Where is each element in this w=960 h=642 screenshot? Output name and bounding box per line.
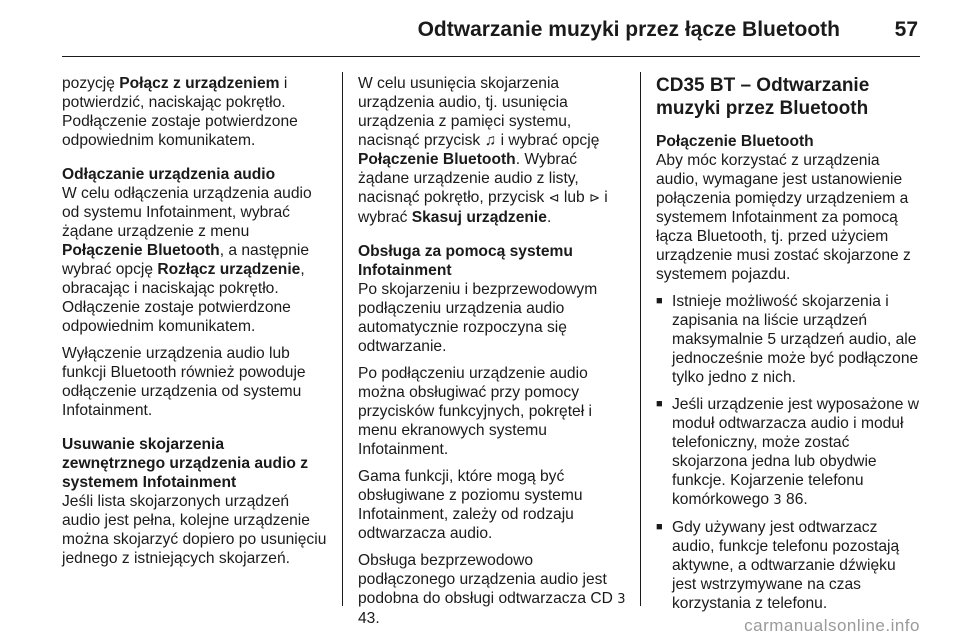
page-title: Odtwarzanie muzyki przez łącze Bluetooth — [417, 18, 840, 41]
header-divider — [62, 56, 920, 57]
paragraph — [62, 74, 330, 150]
music-note-icon: ♫ — [484, 132, 497, 149]
text: i potwierdzić, naciskając pokrętło. Podłączenie zostaje potwierdzone odpowiednim komunikatem. — [62, 75, 298, 149]
paragraph — [358, 74, 630, 227]
paragraph: Po skojarzeniu i bezprzewodowym podłączeniu urządzenia audio automatycznie rozpoczyna się odtwarzanie. — [358, 281, 598, 355]
section-heading: Usuwanie skojarzenia zewnętrznego urządzenia audio z systemem Infotainment — [62, 436, 309, 491]
menu-option: Rozłącz urządzenie — [157, 261, 301, 278]
list-item: ■ Gdy używany jest odtwarzacz audio, funkcje telefonu pozostają aktywne, a odtwarzanie dźwięku jest wstrzymywane na czas korzystania z telefonu. — [656, 518, 924, 613]
text: i wybrać — [358, 189, 608, 226]
text: i wybrać opcję — [496, 132, 600, 149]
text: , a następnie wybrać opcję — [62, 242, 310, 278]
section-heading: Połączenie Bluetooth — [656, 133, 814, 150]
text: pozycję — [62, 75, 120, 92]
column-divider-1 — [342, 72, 343, 606]
list-item — [656, 395, 924, 510]
page-number: 57 — [894, 18, 918, 41]
text: . Wybrać żądane urządzenie audio z listy, nacisnąć pokrętło, przycisk — [358, 151, 579, 206]
menu-option: Połączenie Bluetooth — [358, 151, 516, 168]
paragraph: Gama funkcji, które mogą być obsługiwane z poziomu systemu Infotainment, zależy od rodzaju odtwarzacza audio. — [358, 468, 583, 542]
bullet-list — [656, 292, 924, 613]
paragraph: Aby móc korzystać z urządzenia audio, wymagane jest ustanowienie połączenia pomiędzy urządzeniem a systemem Infotainment za pomocą łącza Bluetooth, tj. przed użyciem urządzenie musi zostać skojarzone z systemem pojazdu. — [656, 152, 911, 283]
page-reference-icon: 3 — [617, 592, 626, 607]
text: W celu usunięcia skojarzenia urządzenia audio, tj. usunięcia urządzenia z pamięci systemu, nacisnąć przycisk — [358, 75, 572, 149]
arrow-right-icon: ⊳ — [589, 191, 600, 206]
chapter-heading: CD35 BT – Odtwarzanie muzyki przez Bluetooth — [656, 75, 870, 119]
list-item: ■ Istnieje możliwość skojarzenia i zapisania na liście urządzeń maksymalnie 5 urządzeń audio, ale jednocześnie może być podłączone tylko jedno z nich. — [656, 292, 924, 387]
column-2 — [358, 74, 630, 636]
paragraph: Jeśli lista skojarzonych urządzeń audio jest pełna, kolejne urządzenie można skojarzyć dopiero po usunięciu jednego z istniejących skojarzeń. — [62, 493, 327, 567]
watermark: carmanualsonline.info — [744, 616, 920, 635]
arrow-left-icon: ⊲ — [548, 191, 560, 206]
paragraph — [358, 551, 630, 628]
column-1 — [62, 74, 330, 576]
section-heading: Obsługa za pomocą systemu Infotainment — [358, 243, 573, 279]
menu-option: Połącz z urządzeniem — [119, 75, 280, 92]
text: , obracając i naciskając pokrętło. Odłączenie zostaje potwierdzone odpowiednim komunikatem. — [62, 261, 305, 335]
page-reference-icon: 3 — [773, 493, 782, 508]
menu-option: Połączenie Bluetooth — [62, 242, 220, 259]
text: W celu odłączenia urządzenia audio od systemu Infotainment, wybrać żądane urządzenie z menu — [62, 185, 312, 240]
text: 86. — [781, 491, 808, 508]
text: . — [546, 209, 552, 226]
text: 43. — [358, 610, 380, 627]
page-header — [0, 0, 960, 54]
column-divider-2 — [640, 72, 641, 606]
column-3 — [656, 74, 924, 621]
text: lub — [559, 189, 590, 206]
paragraph: Wyłączenie urządzenia audio lub funkcji Bluetooth również powoduje odłączenie urządzenia od systemu Infotainment. — [62, 345, 306, 419]
text: Jeśli urządzenie jest wyposażone w moduł odtwarzacza audio i moduł telefoniczny, może zostać skojarzona jedna lub obydwie funkcje. Kojarzenie telefonu komórkowego — [672, 396, 920, 508]
text: Obsługa bezprzewodowo podłączonego urządzenia audio jest podobna do obsługi odtwarzacza CD — [358, 552, 618, 607]
paragraph: Po podłączeniu urządzenie audio można obsługiwać przy pomocy przycisków funkcyjnych, pokręteł i menu ekranowych systemu Infotainment. — [358, 365, 592, 458]
section-heading: Odłączanie urządzenia audio — [62, 166, 276, 183]
menu-option: Skasuj urządzenie — [411, 209, 547, 226]
paragraph — [62, 184, 330, 336]
